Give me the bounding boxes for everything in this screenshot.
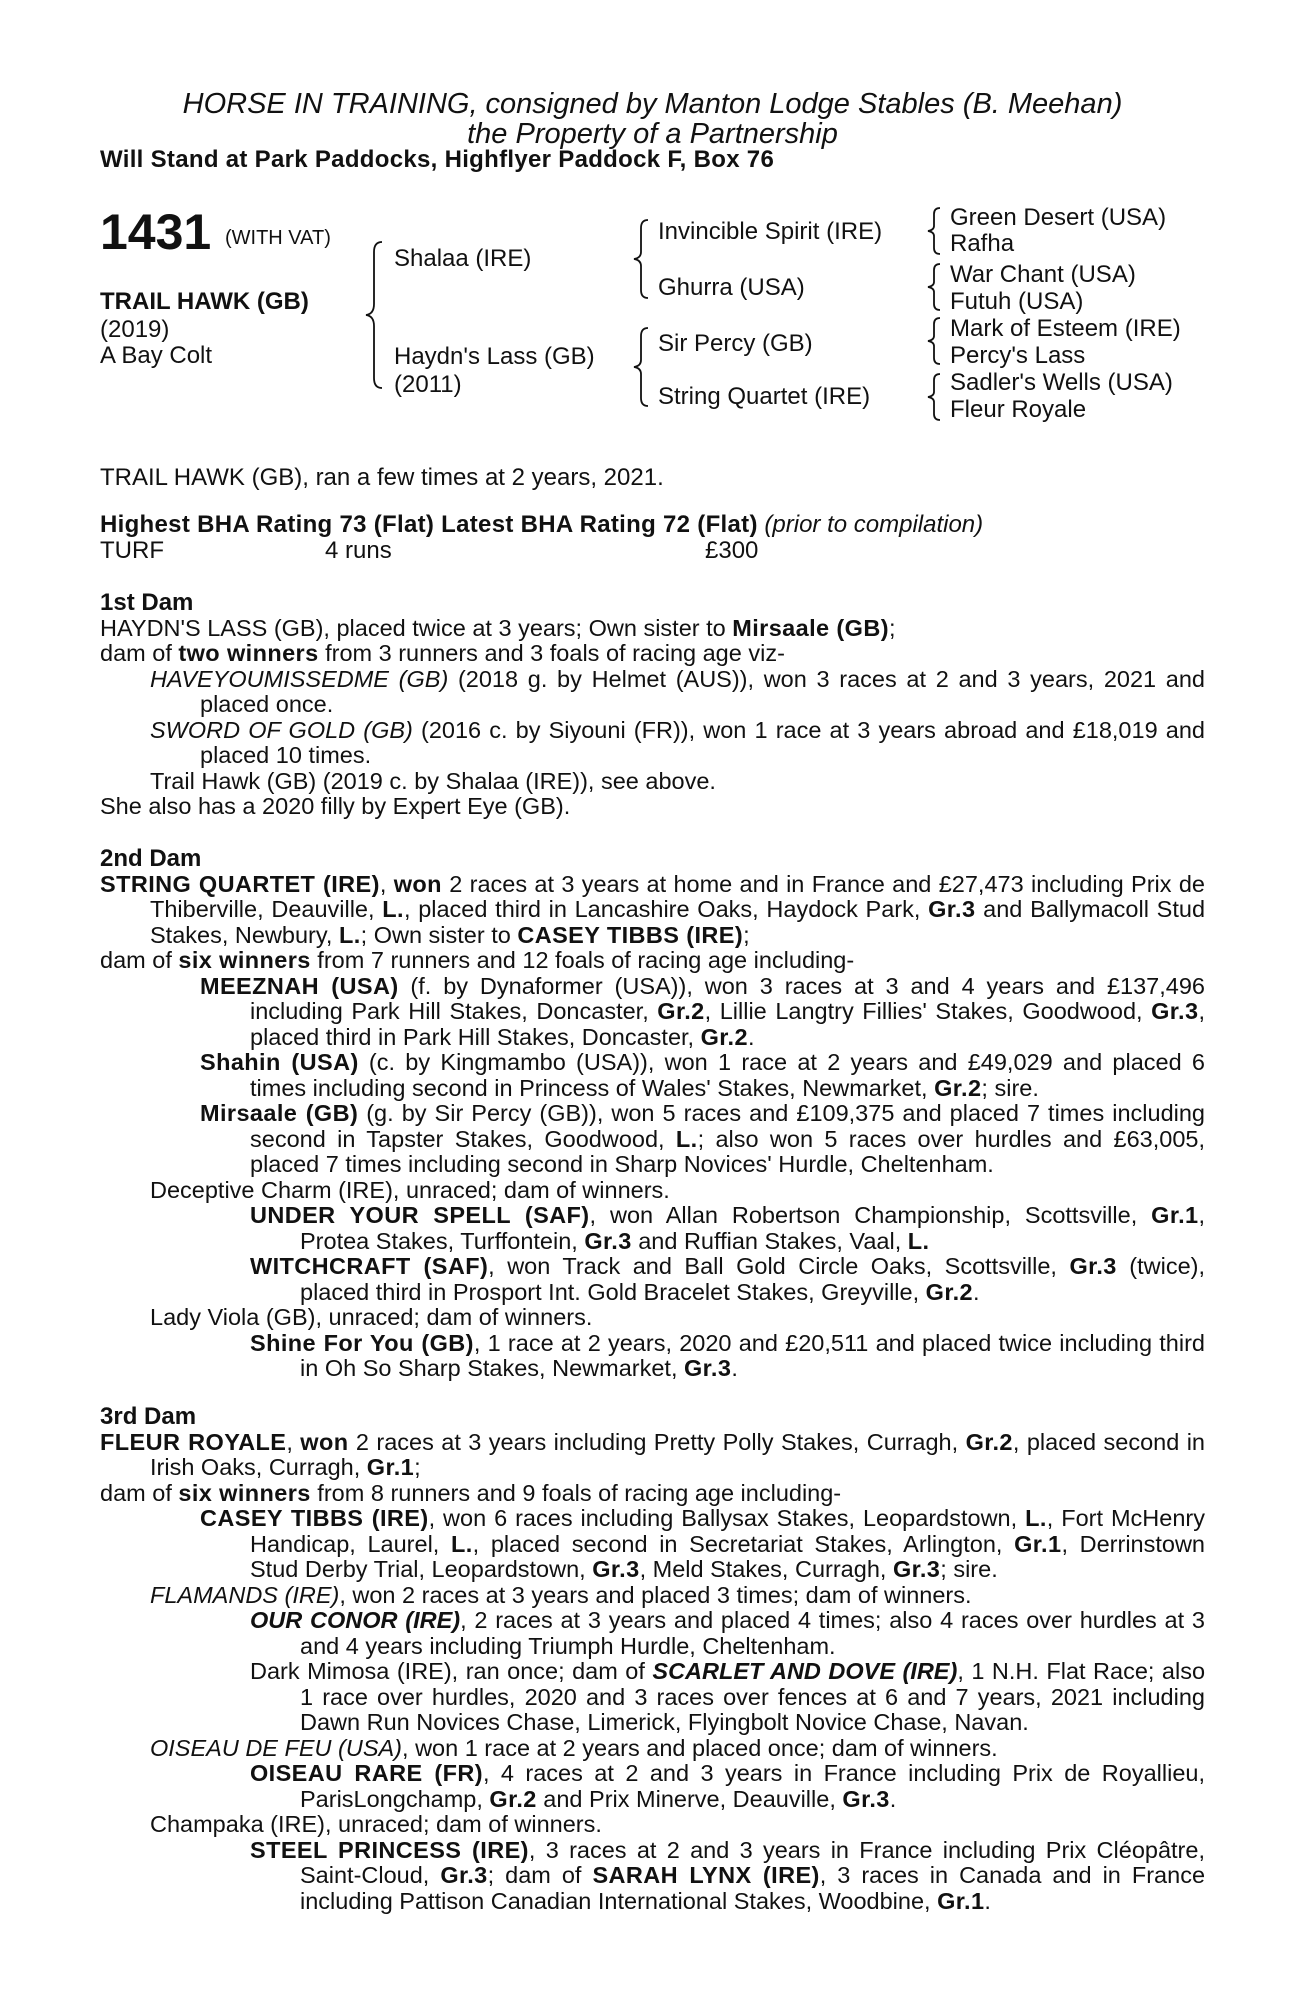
first-dam-heading: 1st Dam xyxy=(100,589,194,616)
first-dam-filly-note: She also has a 2020 filly by Expert Eye (GB). xyxy=(100,793,571,819)
pedigree-dam-sire: Sir Percy (GB) xyxy=(658,330,813,357)
pedigree-sire: Shalaa (IRE) xyxy=(394,245,532,272)
brace-3 xyxy=(924,316,944,366)
offspring-shahin: Shahin (USA) (c. by Kingmambo (USA)), won 1 race at 2 years and £49,029 and placed 6 times including second in Princess of Wales' Stakes, Newmarket, Gr.2; sire. xyxy=(200,1049,1205,1101)
first-dam-produce-line: dam of two winners from 3 runners and 3 foals of racing age viz- xyxy=(100,640,785,666)
grand-offspring-oiseau-rare: OISEAU RARE (FR), 4 races at 2 and 3 years in France including Prix de Royallieu, ParisLongchamp, Gr.2 and Prix Minerve, Deauville, Gr.3. xyxy=(250,1760,1205,1812)
first-dam-section xyxy=(100,590,1205,820)
pedigree-dsd: Percy's Lass xyxy=(950,342,1086,369)
pedigree-dam: Haydn's Lass (GB) xyxy=(394,343,595,370)
offspring-sword-of-gold: SWORD OF GOLD (GB) (2016 c. by Siyouni (FR)), won 1 race at 3 years abroad and £18,019 and placed 10 times. xyxy=(150,716,1205,768)
grand-offspring-shine-for-you: Shine For You (GB), 1 race at 2 years, 2020 and £20,511 and placed twice including third in Oh So Sharp Stakes, Newmarket, Gr.3. xyxy=(250,1329,1205,1381)
horse-name: TRAIL HAWK (GB) xyxy=(100,288,309,315)
rating-block xyxy=(100,512,983,564)
grand-offspring-witchcraft: WITCHCRAFT (SAF), won Track and Ball Gold Circle Oaks, Scottsville, Gr.3 (twice), placed third in Prosport Int. Gold Bracelet Stakes, Greyville, Gr.2. xyxy=(250,1253,1205,1305)
sire-line-brace xyxy=(630,218,652,300)
offspring-flamands: FLAMANDS (IRE), won 2 races at 3 years and placed 3 times; dam of winners. xyxy=(150,1581,972,1608)
rating-runs: 4 runs xyxy=(325,537,392,564)
second-dam-produce-line: dam of six winners from 7 runners and 12 foals of racing age including- xyxy=(100,947,855,973)
grand-offspring-our-conor: OUR CONOR (IRE), 2 races at 3 years and placed 4 times; also 4 races over hurdles at 3 and 4 years including Triumph Hurdle, Cheltenham. xyxy=(250,1607,1206,1659)
consignor-line: HORSE IN TRAINING, consigned by Manton Lodge Stables (B. Meehan) xyxy=(182,88,1123,120)
rating-text: Highest BHA Rating 73 (Flat) Latest BHA Rating 72 (Flat) xyxy=(100,511,758,538)
grand-offspring-dark-mimosa: Dark Mimosa (IRE), ran once; dam of SCARLET AND DOVE (IRE), 1 N.H. Flat Race; also 1 race over hurdles, 2020 and 3 races over fences at 6 and 7 years, 2021 including Dawn Run Novices Chase, Limerick, Flyingbolt Novice Chase, Navan. xyxy=(250,1658,1206,1735)
second-dam-section xyxy=(100,846,1205,1382)
dam-line-brace xyxy=(630,326,652,408)
second-dam-heading: 2nd Dam xyxy=(100,845,202,872)
pedigree-sdd: Futuh (USA) xyxy=(950,288,1084,315)
offspring-meeznah: MEEZNAH (USA) (f. by Dynaformer (USA)), won 3 races at 3 and 4 years and £137,496 including Park Hill Stakes, Doncaster, Gr.2, Lillie Langtry Fillies' Stakes, Goodwood, Gr.3, placed third in Park Hill Stakes, Doncaster, Gr.2. xyxy=(200,972,1205,1050)
horse-description: A Bay Colt xyxy=(100,342,213,369)
pedigree-dss: Mark of Esteem (IRE) xyxy=(950,315,1181,342)
brace-4 xyxy=(924,372,944,422)
offspring-lady-viola: Lady Viola (GB), unraced; dam of winners. xyxy=(150,1304,593,1330)
pedigree-ddd: Fleur Royale xyxy=(950,396,1087,423)
pedigree-dds: Sadler's Wells (USA) xyxy=(950,369,1173,396)
first-dam-line: HAYDN'S LASS (GB), placed twice at 3 years; Own sister to Mirsaale (GB); xyxy=(100,614,896,641)
third-dam-section xyxy=(100,1404,1205,1914)
offspring-casey-tibbs: CASEY TIBBS (IRE), won 6 races including Ballysax Stakes, Leopardstown, L., Fort McHenry Handicap, Laurel, L., placed second in Secretariat Stakes, Arlington, Gr.1, Derrinstown Stud Derby Trial, Leopardstown, Gr.3, Meld Stakes, Curragh, Gr.3; sire. xyxy=(200,1505,1205,1582)
offspring-haveyoumissedme: HAVEYOUMISSEDME (GB) (2018 g. by Helmet (AUS)), won 3 races at 2 and 3 years, 2021 and placed once. xyxy=(150,665,1206,717)
offspring-champaka: Champaka (IRE), unraced; dam of winners. xyxy=(150,1811,602,1837)
brace-2 xyxy=(924,262,944,312)
third-dam-line: FLEUR ROYALE, won 2 races at 3 years including Pretty Polly Stakes, Curragh, Gr.2, placed second in Irish Oaks, Curragh, Gr.1; xyxy=(100,1428,1205,1480)
third-dam-produce-line: dam of six winners from 8 runners and 9 foals of racing age including- xyxy=(100,1479,842,1506)
pedigree-dam-year: (2011) xyxy=(394,371,462,398)
offspring-oiseau-de-feu: OISEAU DE FEU (USA), won 1 race at 2 years and placed once; dam of winners. xyxy=(150,1734,998,1761)
pedigree-ssd: Rafha xyxy=(950,230,1015,257)
pedigree-sds: War Chant (USA) xyxy=(950,261,1136,288)
pedigree-sss: Green Desert (USA) xyxy=(950,204,1167,231)
grand-offspring-steel-princess: STEEL PRINCESS (IRE), 3 races at 2 and 3 years in France including Prix Cléopâtre, Saint-Cloud, Gr.3; dam of SARAH LYNX (IRE), 3 races in Canada and in France including Pattison Canadian International Stakes, Woodbine, Gr.1. xyxy=(250,1836,1206,1914)
pedigree-dam-dam: String Quartet (IRE) xyxy=(658,383,871,410)
rating-surface: TURF xyxy=(100,537,164,564)
race-summary: TRAIL HAWK (GB), ran a few times at 2 years, 2021. xyxy=(100,464,664,491)
pedigree-sire-dam: Ghurra (USA) xyxy=(658,274,805,301)
lot-number: 1431 xyxy=(100,204,212,260)
vat-label: (WITH VAT) xyxy=(225,227,331,249)
brace-1 xyxy=(924,206,944,256)
venue-line: Will Stand at Park Paddocks, Highflyer Paddock F, Box 76 xyxy=(100,146,775,173)
third-dam-heading: 3rd Dam xyxy=(100,1403,197,1430)
offspring-deceptive-charm: Deceptive Charm (IRE), unraced; dam of winners. xyxy=(150,1176,670,1203)
offspring-trail-hawk: Trail Hawk (GB) (2019 c. by Shalaa (IRE)), see above. xyxy=(150,767,716,794)
rating-note: (prior to compilation) xyxy=(764,511,984,538)
horse-year: (2019) xyxy=(100,316,170,343)
second-dam-line: STRING QUARTET (IRE), won 2 races at 3 years at home and in France and £27,473 including Prix de Thiberville, Deauville, L., placed third in Lancashire Oaks, Haydock Park, Gr.3 and Ballymacoll Stud Stakes, Newbury, L.; Own sister to CASEY TIBBS (IRE); xyxy=(100,870,1206,948)
sire-dam-brace xyxy=(362,240,386,390)
grand-offspring-under-your-spell: UNDER YOUR SPELL (SAF), won Allan Robertson Championship, Scottsville, Gr.1, Protea Stakes, Turffontein, Gr.3 and Ruffian Stakes, Vaal, L. xyxy=(250,1202,1205,1254)
rating-prize: £300 xyxy=(705,537,759,564)
property-line: the Property of a Partnership xyxy=(467,118,838,150)
offspring-mirsaale: Mirsaale (GB) (g. by Sir Percy (GB)), won 5 races and £109,375 and placed 7 times including second in Tapster Stakes, Goodwood, L.; also won 5 races over hurdles and £63,005, placed 7 times including second in Sharp Novices' Hurdle, Cheltenham. xyxy=(200,1100,1205,1177)
pedigree-sire-sire: Invincible Spirit (IRE) xyxy=(658,218,883,245)
